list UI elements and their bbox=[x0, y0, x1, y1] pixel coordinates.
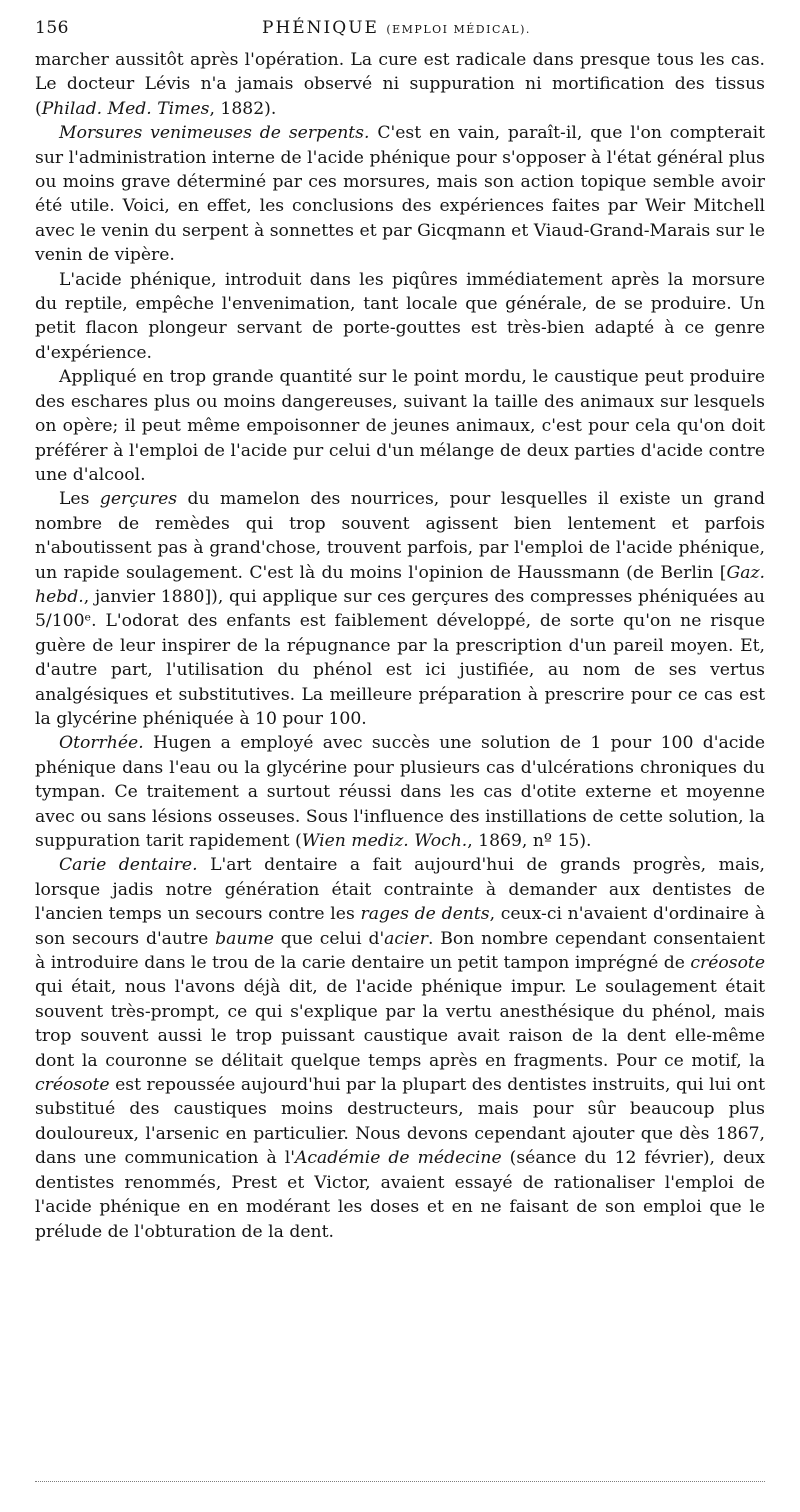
running-head bbox=[262, 18, 531, 38]
text-run: marcher aussitôt après l'opération. La cure est radicale dans presque tous les cas. Le docteur Lévis n'a jamais observé ni suppuration ni mortification des tissus ( bbox=[35, 50, 765, 119]
text-run: qui était, nous l'avons déjà dit, de l'acide phénique impur. Le soulagement était souvent très-prompt, ce qui s'explique par la vertu anesthésique du phénol, mais trop souvent aussi le trop puissant caustique avait raison de la dent elle-même dont la couronne se délitait quelque temps après en fragments. Pour ce motif, la bbox=[35, 977, 765, 1071]
section-title: Otorrhée. bbox=[59, 733, 144, 754]
text-run: est repoussée aujourd'hui par la plupart des dentistes instruits, qui lui ont substitué des caustiques moins destructeurs, mais pour sûr beaucoup plus douloureux, l'arsenic en particulier. Nous devons cependant ajouter que dès 1867, dans une communication à l' bbox=[35, 1075, 765, 1169]
paragraph-morsures bbox=[35, 121, 765, 267]
running-head-main: PHÉNIQUE bbox=[262, 18, 379, 38]
text-run: L'art dentaire a fait aujourd'hui de grands progrès, mais, lorsque jadis notre génération était contrainte à demander aux dentistes de l'ancien temps un secours contre les bbox=[35, 855, 765, 925]
italic-term: acier bbox=[384, 928, 428, 949]
text-run: Appliqué en trop grande quantité sur le point mordu, le caustique peut produire des eschares plus ou moins dangereuses, suivant la taille des animaux sur lesquels on opère; il peut même empoisonner de jeunes animaux, c'est pour cela qu'on doit préférer à l'emploi de l'acide pur celui d'un mélange de deux parties d'acide contre une d'alcool. bbox=[35, 367, 765, 485]
italic-term: rages de dents bbox=[360, 904, 490, 925]
italic-term: créosote bbox=[690, 953, 765, 974]
section-title: Carie dentaire. bbox=[59, 855, 198, 876]
citation-italic: Gaz. hebd. bbox=[35, 562, 765, 607]
paragraph-otorrhee bbox=[35, 731, 765, 853]
citation-italic: Philad. Med. Times bbox=[41, 98, 210, 119]
text-run: , ceux-ci n'avaient d'ordinaire à son secours d'autre bbox=[35, 904, 766, 949]
body-text bbox=[35, 48, 765, 1244]
text-run: C'est en vain, paraît-il, que l'on compterait sur l'administration interne de l'acide phénique pour s'opposer à l'état général plus ou moins grave déterminé par ces morsures, mais son action topique semble avoir été utile. Voici, en effet, les conclusions des expériences faites par Weir Mitchell avec le venin du serpent à sonnettes et par Gicqmann et Viaud-Grand-Marais sur le venin de vipère. bbox=[35, 123, 765, 266]
citation-italic: Académie de médecine bbox=[294, 1148, 502, 1169]
paragraph-gercures bbox=[35, 487, 765, 731]
italic-term: gerçures bbox=[99, 489, 178, 510]
italic-term: créosote bbox=[35, 1075, 110, 1096]
text-run: (séance du 12 février), deux dentistes renommés, Prest et Victor, avaient essayé de rationaliser l'emploi de l'acide phénique en en modérant les doses et en ne faisant de son emploi que le prélude de l'obturation de la dent. bbox=[35, 1148, 765, 1242]
text-run: du mamelon des nourrices, pour lesquelles il existe un grand nombre de remèdes qui trop souvent agissent bien lentement et parfois n'aboutissent pas à grand'chose, trouvent parfois, par l'emploi de l'acide phénique, un rapide soulagement. C'est là du moins l'opinion de Haussmann (de Berlin [ bbox=[35, 489, 765, 583]
text-run: que celui d' bbox=[273, 928, 385, 949]
page-number: 156 bbox=[35, 18, 69, 38]
paragraph-carie-dentaire bbox=[35, 853, 765, 1244]
italic-term: baume bbox=[215, 928, 274, 949]
page-header bbox=[35, 18, 765, 48]
footer-divider bbox=[35, 1481, 765, 1482]
running-head-sub: (EMPLOI MÉDICAL). bbox=[386, 23, 531, 36]
text-run: Les bbox=[59, 489, 100, 510]
citation-italic: Wien mediz. Woch. bbox=[301, 831, 468, 851]
paragraph-acide-phenique bbox=[35, 268, 765, 366]
paragraph-applique bbox=[35, 365, 765, 487]
text-run: , 1869, nº 15). bbox=[467, 831, 592, 851]
paragraph-continuation bbox=[35, 48, 765, 121]
page bbox=[35, 18, 765, 1244]
text-run: L'acide phénique, introduit dans les piqûres immédiatement après la morsure du reptile, empêche l'envenimation, tant locale que générale, de se produire. Un petit flacon plongeur servant de porte-gouttes est très-bien adapté à ce genre d'expérience. bbox=[35, 269, 765, 363]
text-run: . Bon nombre cependant consentaient à introduire dans le trou de la carie dentaire un petit tampon imprégné de bbox=[35, 928, 765, 974]
section-title: Morsures venimeuses de serpents. bbox=[59, 123, 370, 144]
text-run: Hugen a employé avec succès une solution de 1 pour 100 d'acide phénique dans l'eau ou la glycérine pour plusieurs cas d'ulcérations chroniques du tympan. Ce traitement a surtout réussi dans les cas d'otite externe et moyenne avec ou sans lésions osseuses. Sous l'influence des instillations de cette solution, la suppuration tarit rapidement ( bbox=[35, 733, 765, 851]
text-run: , 1882). bbox=[209, 98, 277, 119]
text-run: , janvier 1880]), qui applique sur ces gerçures des compresses phéniquées au 5/100ᵉ. L'odorat des enfants est faiblement développé, de sorte qu'on ne risque guère de leur inspirer de la répugnance par la prescription d'un pareil moyen. Et, d'autre part, l'utilisation du phénol est ici justifiée, au nom de ses vertus analgésiques et substitutives. La meilleure préparation à prescrire pour ce cas est la glycérine phéniquée à 10 pour 100. bbox=[35, 586, 765, 729]
